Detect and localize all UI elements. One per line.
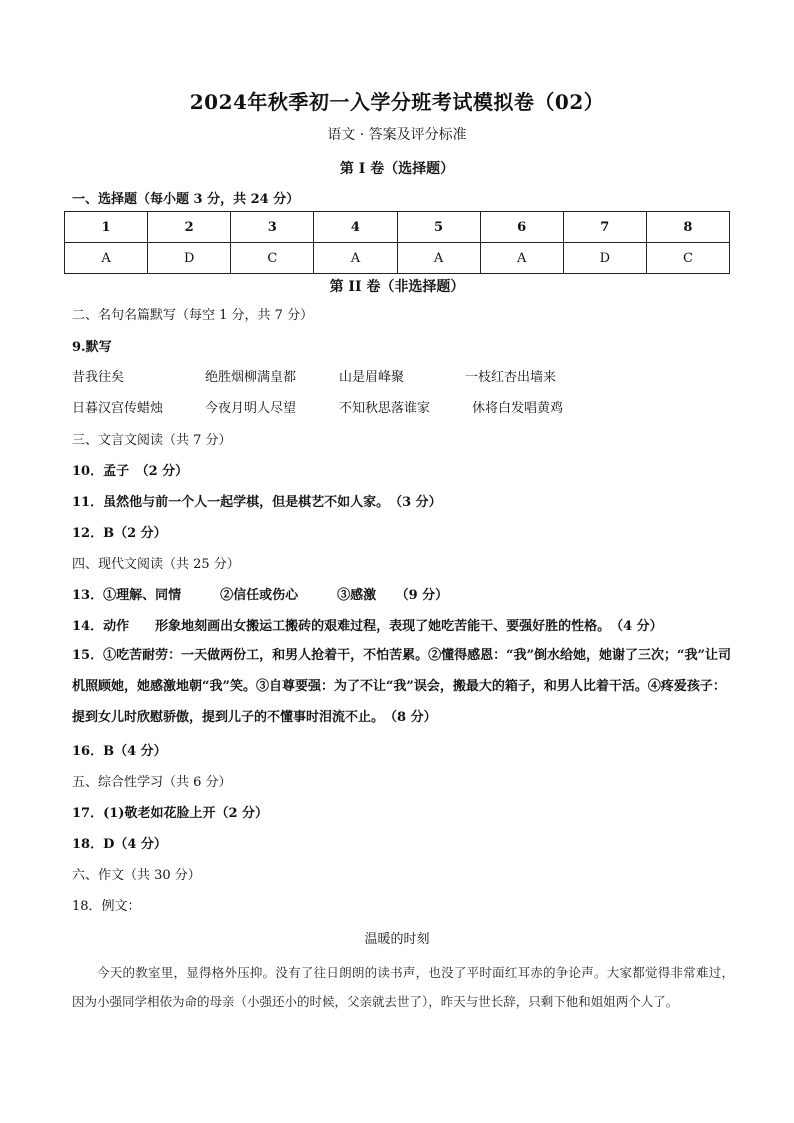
document-subtitle: 语文 · 答案及评分标准 bbox=[327, 127, 467, 143]
poem-answer: 绝胜烟柳满皇都 bbox=[205, 370, 297, 385]
answer-cell: A bbox=[65, 243, 148, 274]
document-title: 2024年秋季初一入学分班考试模拟卷（02） bbox=[189, 90, 605, 114]
answer-cell: C bbox=[231, 243, 314, 274]
q12-answer: 12．B（2 分） bbox=[72, 526, 167, 541]
section1-label: 一、选择题（每小题 3 分，共 24 分） bbox=[72, 192, 300, 207]
essay-title: 温暖的时刻 bbox=[364, 932, 430, 947]
answer-table-number-row bbox=[65, 212, 730, 243]
answer-table-answer-row bbox=[65, 243, 730, 274]
section6-label: 六、作文（共 30 分） bbox=[72, 868, 201, 883]
q11-answer: 11．虽然他与前一个人一起学棋，但是棋艺不如人家。 （3 分） bbox=[72, 495, 442, 510]
q9-label: 9.默写 bbox=[72, 340, 112, 355]
question-number-cell: 4 bbox=[314, 212, 397, 243]
q18-answer: 18．D（4 分） bbox=[72, 837, 167, 852]
question-number-cell: 1 bbox=[65, 212, 148, 243]
q16-answer: 16．B（4 分） bbox=[72, 744, 167, 759]
q14-answer: 14．动作 形象地刻画出女搬运工搬砖的艰难过程，表现了她吃苦能干、要强好胜的性格。 （4 分） bbox=[72, 619, 663, 634]
q17-answer: 17．(1)敬老如花脸上开（2 分） bbox=[72, 806, 269, 821]
answer-table bbox=[64, 211, 730, 274]
answer-cell: D bbox=[148, 243, 231, 274]
answer-cell: A bbox=[314, 243, 397, 274]
poem-answer: 今夜月明人尽望 bbox=[205, 401, 297, 416]
question-number-cell: 6 bbox=[480, 212, 563, 243]
section2-label: 二、名句名篇默写（每空 1 分，共 7 分） bbox=[72, 308, 314, 323]
question-number-cell: 3 bbox=[231, 212, 314, 243]
part1-heading: 第 I 卷（选择题） bbox=[339, 161, 455, 177]
poem-answer: 不知秋思落谁家 bbox=[339, 401, 431, 416]
answer-cell: D bbox=[563, 243, 646, 274]
poem-answer: 休将白发唱黄鸡 bbox=[472, 401, 564, 416]
q15-answer: 15．①吃苦耐劳：一天做两份工，和男人抢着干，不怕苦累。②懂得感恩：“我”倒水给她，她谢了三次；“我”让司机照顾她，她感激地朝“我”笑。③自尊要强：为了不让“我”误会，搬最大的箱子，和男人比着干活。④疼爱孩子：提到女儿时欣慰骄傲，提到儿子的不懂事时泪流不止。 （8 分） bbox=[72, 648, 732, 725]
answer-cell: A bbox=[397, 243, 480, 274]
essay-intro-label: 18．例文： bbox=[72, 899, 141, 914]
question-number-cell: 2 bbox=[148, 212, 231, 243]
poem-answer: 昔我往矣 bbox=[72, 370, 125, 385]
question-number-cell: 7 bbox=[563, 212, 646, 243]
answer-cell: A bbox=[480, 243, 563, 274]
part2-heading: 第 II 卷（非选择题） bbox=[329, 279, 465, 295]
poem-answer: 一枝红杏出墙来 bbox=[465, 370, 557, 385]
q10-answer: 10．孟子 （2 分） bbox=[72, 464, 189, 479]
section3-label: 三、文言文阅读（共 7 分） bbox=[72, 433, 232, 448]
section4-label: 四、现代文阅读（共 25 分） bbox=[72, 557, 240, 572]
question-number-cell: 5 bbox=[397, 212, 480, 243]
answer-cell: C bbox=[646, 243, 729, 274]
section5-label: 五、综合性学习（共 6 分） bbox=[72, 775, 232, 790]
poem-answer: 山是眉峰聚 bbox=[339, 370, 405, 385]
poem-answer: 日暮汉宫传蜡烛 bbox=[72, 401, 164, 416]
question-number-cell: 8 bbox=[646, 212, 729, 243]
q13-answer: 13．①理解、同情 ②信任或伤心 ③感激 （9 分） bbox=[72, 588, 449, 603]
essay-body: 今天的教室里，显得格外压抑。没有了往日朗朗的读书声，也没了平时面红耳赤的争论声。大家都觉得非常难过，因为小强同学相依为命的母亲（小强还小的时候，父亲就去世了），昨天与世长辞，只剩下他和姐姐两个人了。 bbox=[72, 965, 734, 1009]
